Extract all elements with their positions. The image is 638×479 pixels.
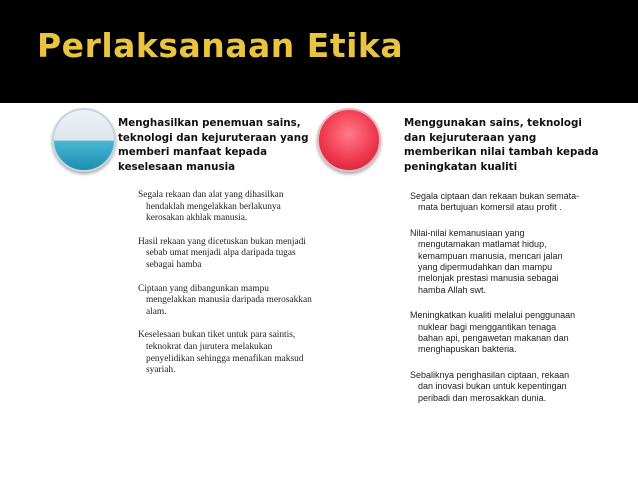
left-point: Keselesaan bukan tiket untuk para saintis, teknokrat dan jurutera melakukan penyelidikan sehingga menafikan maksud syariah.: [138, 330, 304, 376]
right-point: Segala ciptaan dan rekaan bukan semata-mata bertujuan komersil atau profit .: [410, 191, 580, 213]
slide-title: Perlaksanaan Etika: [37, 26, 404, 65]
left-point: Ciptaan yang dibangunkan mampu mengelakkan manusia daripada merosakkan alam.: [138, 283, 312, 317]
red-circle-icon: [317, 108, 381, 172]
right-point: Meningkatkan kualiti melalui penggunaan nuklear bagi menggantikan tenaga bahan api, pengawetan makanan dan menghapuskan bakteria.: [410, 310, 576, 355]
right-point-list: [410, 191, 580, 418]
left-heading: Menghasilkan penemuan sains, teknologi dan kejuruteraan yang memberi manfaat kepada keselesaan manusia: [118, 117, 309, 173]
header-band: [0, 0, 638, 103]
left-point: Hasil rekaan yang dicetuskan bukan menjadi sebab umat menjadi alpa daripada tugas sebagai hamba: [138, 236, 306, 270]
right-point: Sebaliknya penghasilan ciptaan, rekaan dan inovasi bukan untuk kepentingan peribadi dan merosakkan dunia.: [410, 369, 570, 403]
left-point: Segala rekaan dan alat yang dihasilkan hendaklah mengelakkan berlakunya kerosakan akhlak manusia.: [138, 190, 284, 224]
right-point: Nilai-nilai kemanusiaan yang mengutamakan matlamat hidup, kemampuan manusia, mencari jalan yang dipermudahkan dan mampu melonjak prestasi manusia sebagai hamba Allah swt.: [410, 227, 563, 295]
right-heading: Menggunakan sains, teknologi dan kejuruteraan yang memberikan nilai tambah kepada peningkatan kualiti: [404, 117, 599, 173]
left-point-list: [138, 190, 316, 389]
blue-circle-icon: [52, 108, 116, 172]
